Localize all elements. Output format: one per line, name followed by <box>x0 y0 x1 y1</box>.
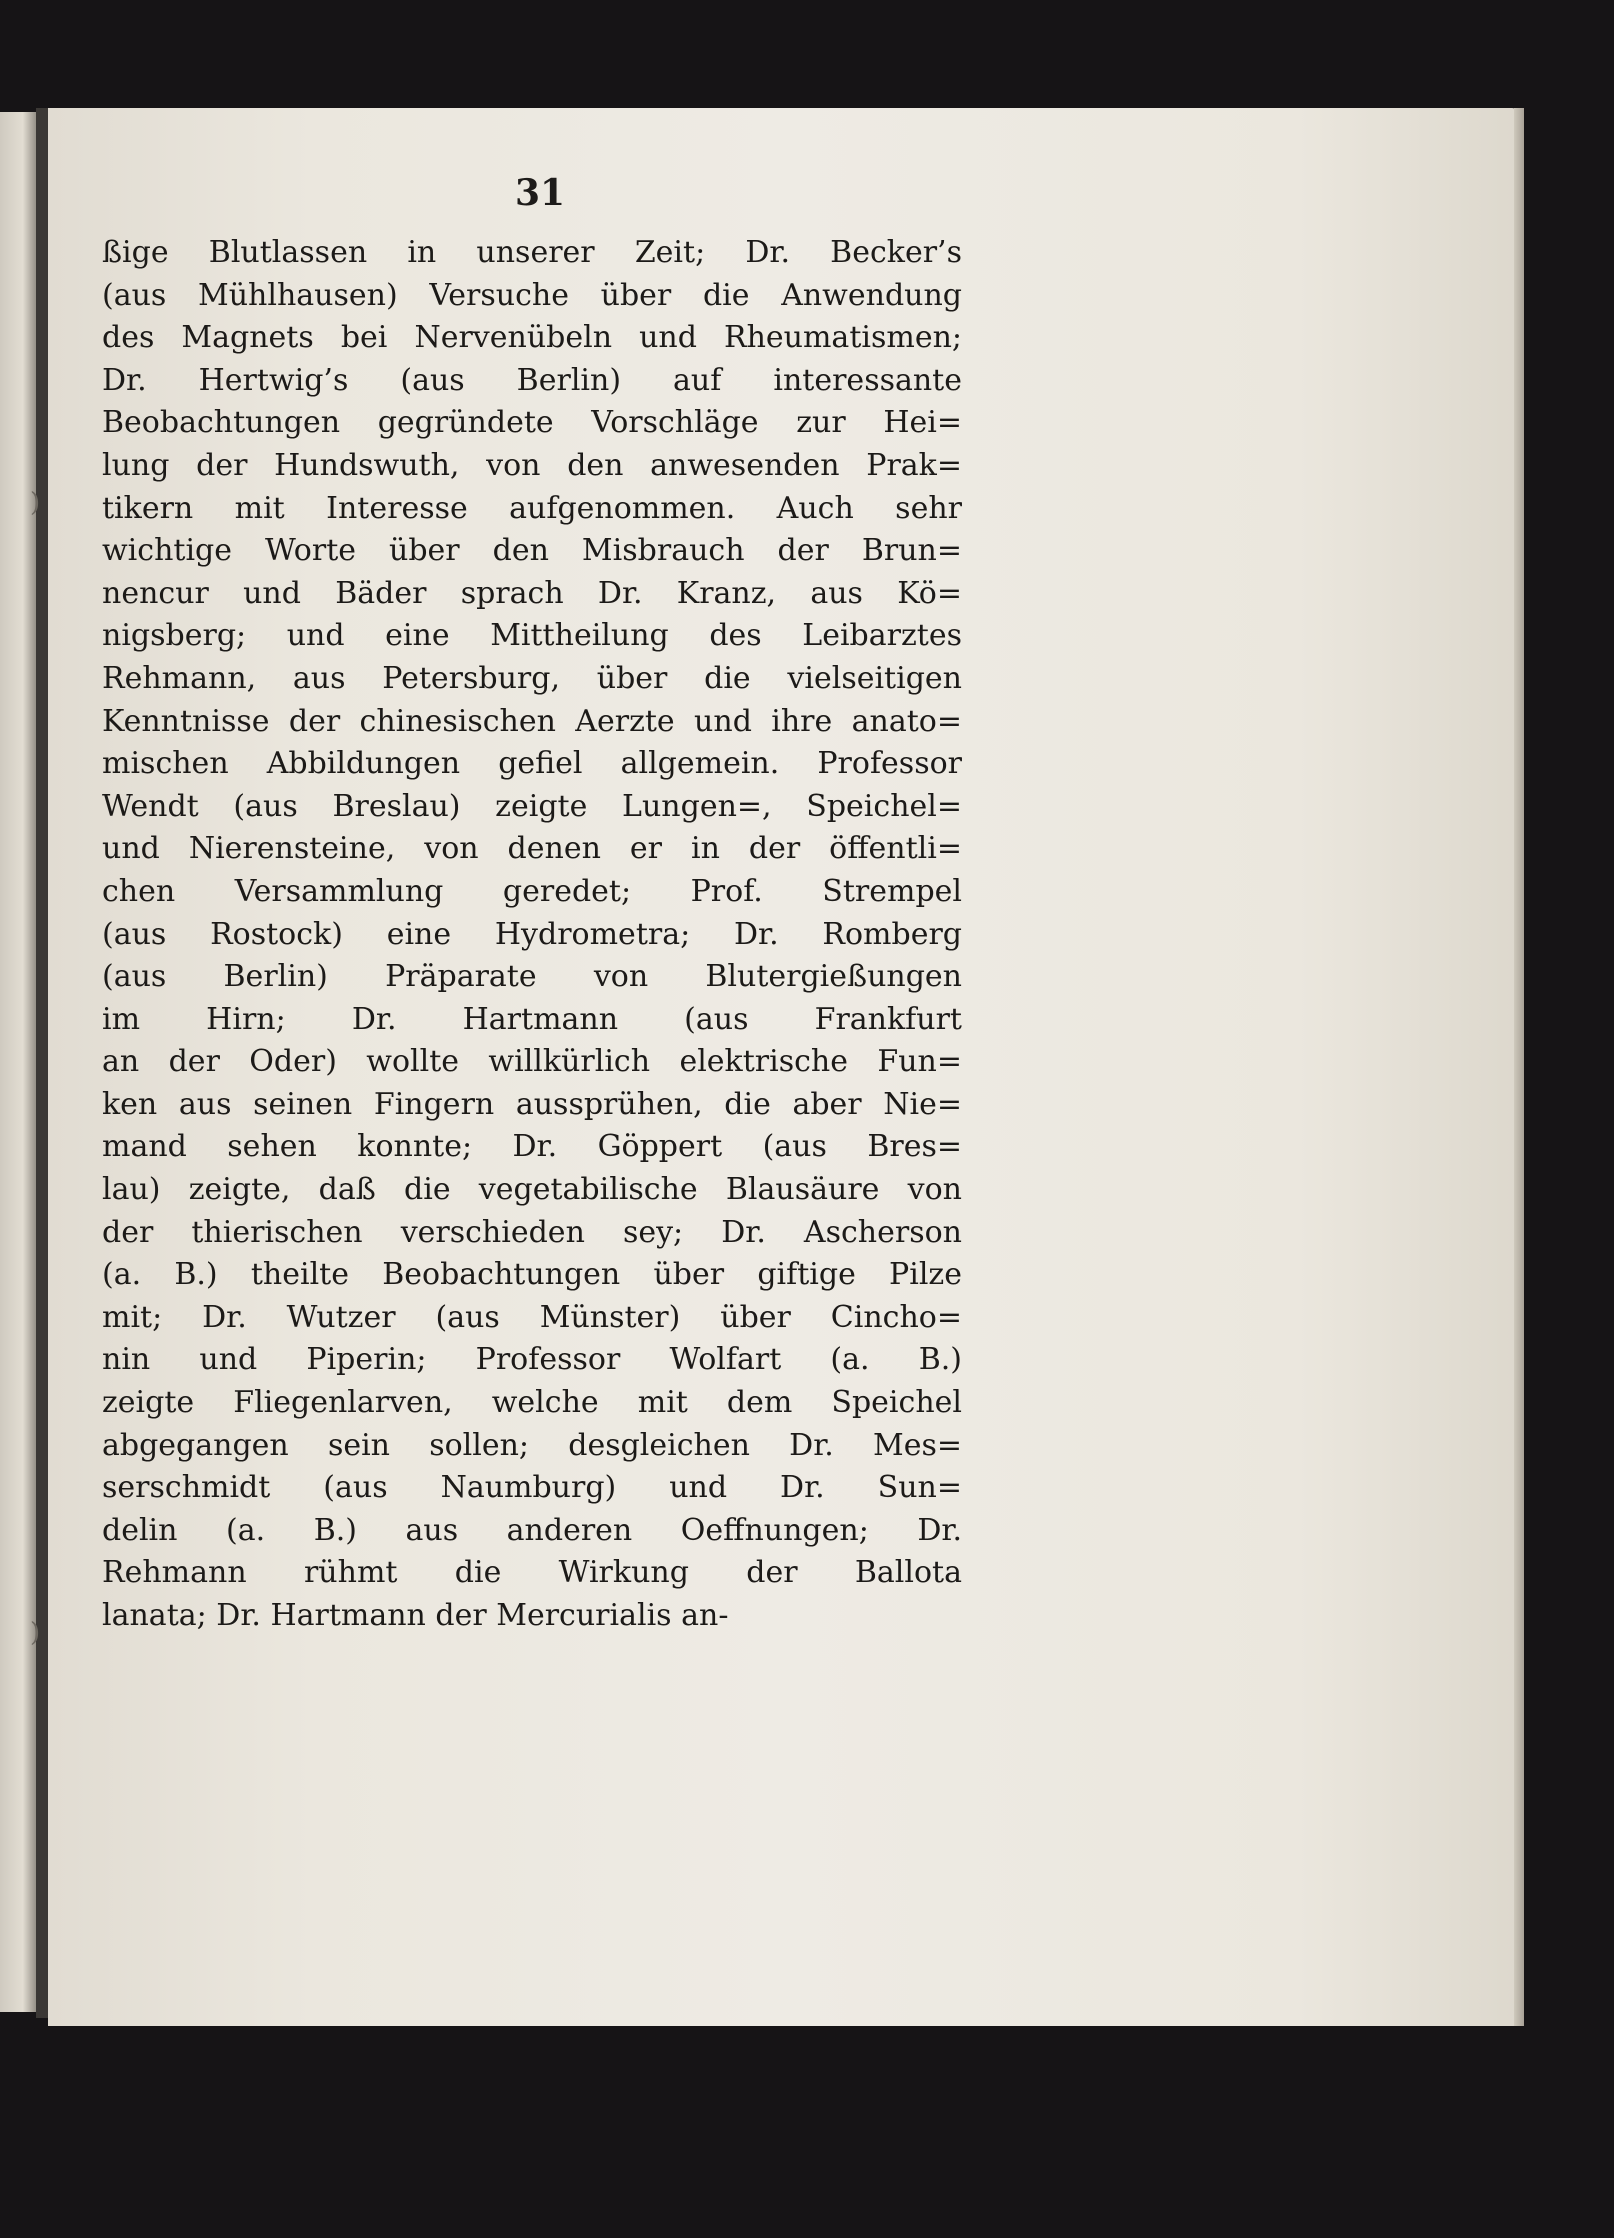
text-line: chen Versammlung geredet; Prof. Strempel <box>102 873 962 909</box>
text-line: lau) zeigte, daß die vegetabilische Blausäure von <box>102 1172 962 1208</box>
margin-mark: ) <box>30 488 41 518</box>
text-line: (aus Mühlhausen) Versuche über die Anwendung <box>102 277 962 313</box>
text-line: nigsberg; und eine Mittheilung des Leibarztes <box>102 618 962 654</box>
text-line: Kenntnisse der chinesischen Aerzte und ihre anato= <box>102 703 962 739</box>
text-line: ken aus seinen Fingern aussprühen, die aber Nie= <box>102 1086 962 1122</box>
text-line: der thierischen verschieden sey; Dr. Ascherson <box>102 1214 962 1250</box>
text-line: Dr. Hertwig’s (aus Berlin) auf interessante <box>102 362 962 398</box>
text-line: nencur und Bäder sprach Dr. Kranz, aus Kö= <box>102 575 962 611</box>
text-line: delin (a. B.) aus anderen Oeffnungen; Dr. <box>102 1512 962 1548</box>
text-line: mand sehen konnte; Dr. Göppert (aus Bres= <box>102 1129 962 1165</box>
text-line: Rehmann rühmt die Wirkung der Ballota <box>102 1555 962 1591</box>
text-line: wichtige Worte über den Misbrauch der Brun= <box>102 533 962 569</box>
text-line: zeigte Fliegenlarven, welche mit dem Speichel <box>102 1385 962 1421</box>
text-line: an der Oder) wollte willkürlich elektrische Fun= <box>102 1044 962 1080</box>
page-number: 31 <box>514 172 566 214</box>
text-line: des Magnets bei Nervenübeln und Rheumatismen; <box>102 320 962 356</box>
text-line: im Hirn; Dr. Hartmann (aus Frankfurt <box>102 1001 962 1037</box>
text-line: ßige Blutlassen in unserer Zeit; Dr. Becker’s <box>102 235 962 270</box>
text-line: mischen Abbildungen gefiel allgemein. Professor <box>102 746 962 782</box>
text-line: nin und Piperin; Professor Wolfart (a. B.) <box>102 1342 962 1378</box>
text-line: Wendt (aus Breslau) zeigte Lungen=, Speichel= <box>102 788 962 824</box>
text-line: mit; Dr. Wutzer (aus Münster) über Cincho= <box>102 1299 962 1335</box>
page-edge <box>1514 108 1524 2026</box>
text-line: serschmidt (aus Naumburg) und Dr. Sun= <box>102 1470 962 1506</box>
text-line: Beobachtungen gegründete Vorschläge zur Hei= <box>102 405 962 441</box>
text-line: tikern mit Interesse aufgenommen. Auch sehr <box>102 490 962 526</box>
text-line: (aus Rostock) eine Hydrometra; Dr. Romberg <box>102 916 962 952</box>
body-text <box>102 232 962 1638</box>
left-facing-page <box>0 112 41 2012</box>
text-line: lung der Hundswuth, von den anwesenden Prak= <box>102 447 962 483</box>
text-line: (a. B.) theilte Beobachtungen über giftige Pilze <box>102 1257 962 1293</box>
text-line: und Nierensteine, von denen er in der öffentli= <box>102 831 962 867</box>
text-line: (aus Berlin) Präparate von Blutergießungen <box>102 959 962 995</box>
text-line: lanata; Dr. Hartmann der Mercurialis an- <box>102 1598 729 1633</box>
text-line: Rehmann, aus Petersburg, über die vielseitigen <box>102 660 962 696</box>
text-line: abgegangen sein sollen; desgleichen Dr. Mes= <box>102 1427 962 1463</box>
margin-mark: ) <box>30 1618 41 1648</box>
